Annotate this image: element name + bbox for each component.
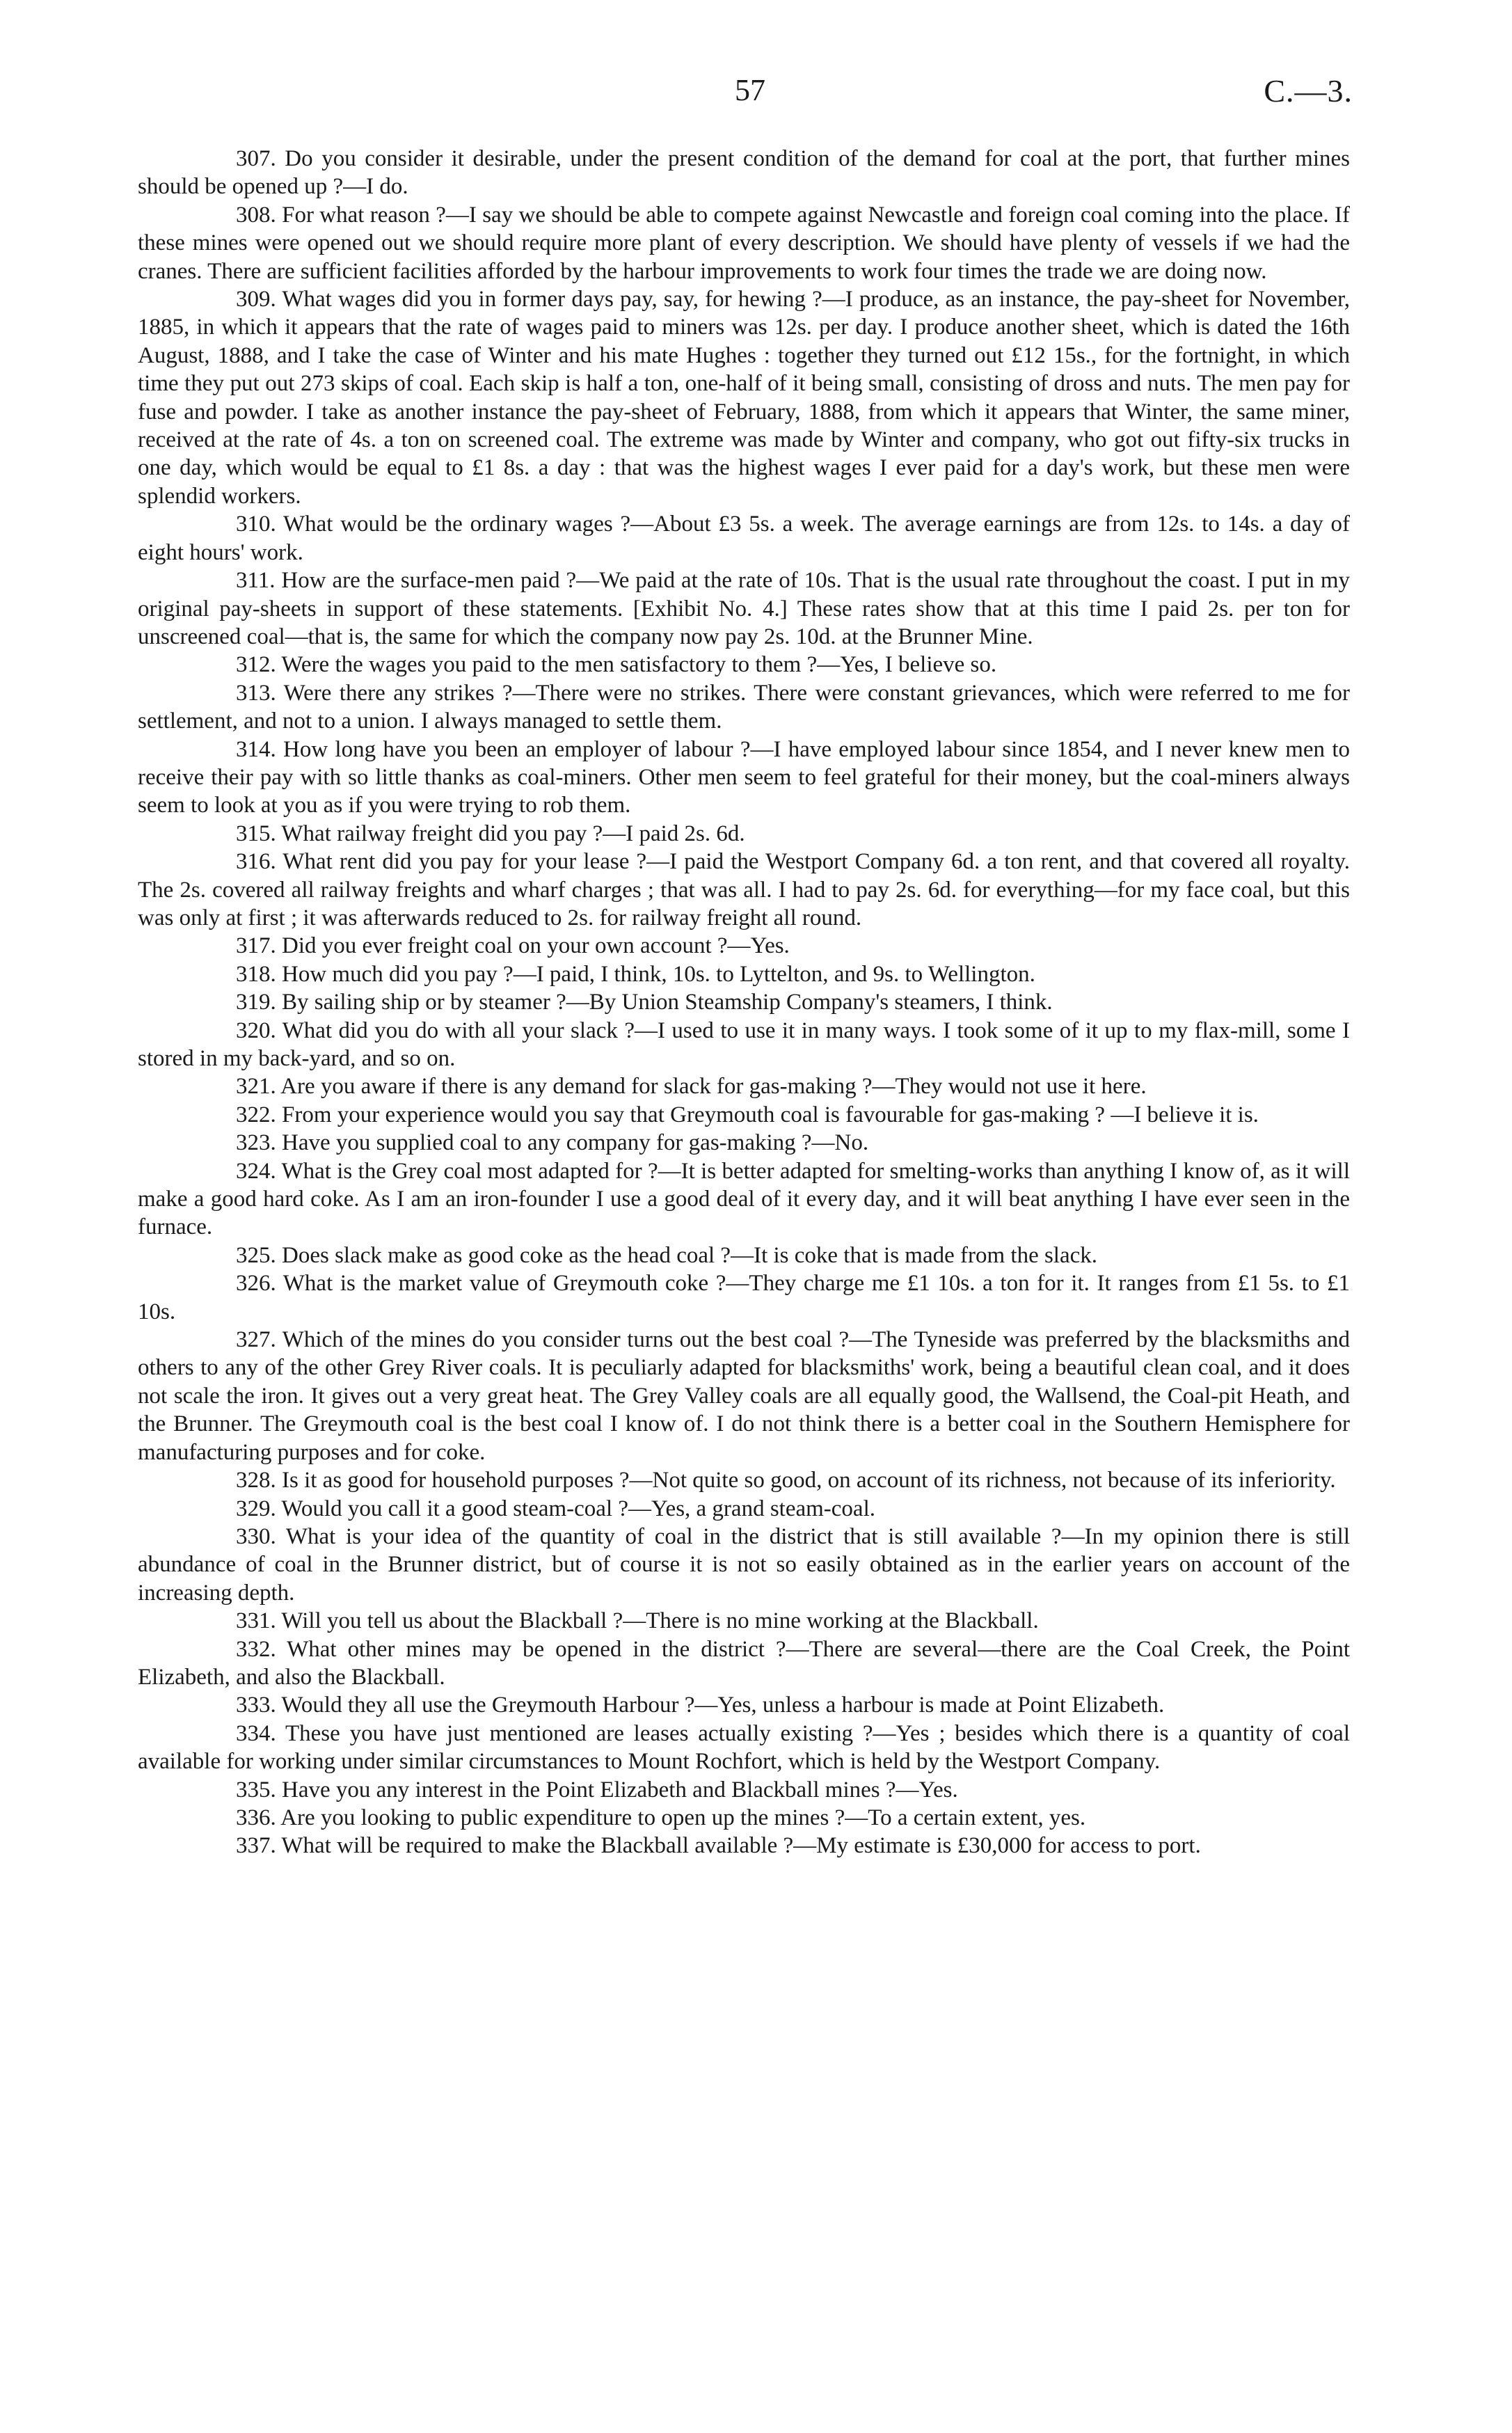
question-337: 337. What will be required to make the Blackball available ?—My estimate is £30,000 for access to port. (236, 1833, 1201, 1859)
question-308: 308. For what reason ?—I say we should be able to compete against Newcastle and foreign coal coming into the place. If these mines were opened out we should require more plant of every description. We should have plenty of vessels if we had the cranes. There are sufficient facilities afforded by the harbour improvements to work four times the trade we are doing now. (138, 202, 1350, 284)
question-310: 310. What would be the ordinary wages ?—About £3 5s. a week. The average earnings are from 12s. to 14s. a day of eight hours' work. (138, 512, 1350, 565)
evidence-body (138, 145, 1350, 1860)
question-313: 313. Were there any strikes ?—There were no strikes. There were constant grievances, which were referred to me for settlement, and not to a union. I always managed to settle them. (138, 680, 1350, 734)
question-309: 309. What wages did you in former days pay, say, for hewing ?—I produce, as an instance, the pay-sheet for November, 1885, in which it appears that the rate of wages paid to miners was 12s. per day. I produce another sheet, which is dated the 16th August, 1888, and I take the case of Winter and his mate Hughes : together they turned out £12 15s., for the fortnight, in which time they put out 273 skips of coal. Each skip is half a ton, one-half of it being small, consisting of dross and nuts. The men pay for fuse and powder. I take as another instance the pay-sheet of February, 1888, from which it appears that Winter, the same miner, received at the rate of 4s. a ton on screened coal. The extreme was made by Winter and company, who got out fifty-six trucks in one day, which would be equal to £1 8s. a day : that was the highest wages I ever paid for a day's work, but these men were splendid workers. (138, 287, 1350, 509)
question-307: 307. Do you consider it desirable, under the present condition of the demand for coal at the port, that further mines should be opened up ?—I do. (138, 146, 1350, 200)
question-316: 316. What rent did you pay for your lease ?—I paid the Westport Company 6d. a ton rent, and that covered all royalty. The 2s. covered all railway freights and wharf charges ; that was all. I had to pay 2s. 6d. for everything—for my face coal, but this was only at first ; it was afterwards reduced to 2s. for railway freight all round. (138, 849, 1350, 930)
question-312: 312. Were the wages you paid to the men satisfactory to them ?—Yes, I believe so. (236, 652, 997, 678)
question-322: 322. From your experience would you say that Greymouth coal is favourable for gas-making ? —I believe it is. (236, 1102, 1259, 1127)
question-332: 332. What other mines may be opened in the district ?—There are several—there are the Coal Creek, the Point Elizabeth, and also the Blackball. (138, 1636, 1350, 1690)
question-333: 333. Would they all use the Greymouth Harbour ?—Yes, unless a harbour is made at Point Elizabeth. (236, 1693, 1165, 1718)
question-315: 315. What railway freight did you pay ?—I paid 2s. 6d. (236, 821, 745, 846)
question-326: 326. What is the market value of Greymouth coke ?—They charge me £1 10s. a ton for it. It ranges from £1 5s. to £1 10s. (138, 1271, 1350, 1324)
question-319: 319. By sailing ship or by steamer ?—By Union Steamship Company's steamers, I think. (236, 990, 1053, 1015)
question-325: 325. Does slack make as good coke as the head coal ?—It is coke that is made from the slack. (236, 1242, 1098, 1268)
question-336: 336. Are you looking to public expenditure to open up the mines ?—To a certain extent, yes. (236, 1805, 1086, 1830)
question-328: 328. Is it as good for household purposes ?—Not quite so good, on account of its richness, not because of its inferiority. (236, 1468, 1336, 1493)
question-311: 311. How are the surface-men paid ?—We paid at the rate of 10s. That is the usual rate throughout the coast. I put in my original pay-sheets in support of these statements. [Exhibit No. 4.] These rates show that at this time I paid 2s. per ton for unscreened coal—that is, the same for which the company now pay 2s. 10d. at the Brunner Mine. (138, 568, 1350, 649)
question-314: 314. How long have you been an employer of labour ?—I have employed labour since 1854, and I never knew men to receive their pay with so little thanks as coal-miners. Other men seem to feel grateful for their money, but the coal-miners always seem to look at you as if you were trying to rob them. (138, 736, 1350, 818)
question-330: 330. What is your idea of the quantity of coal in the district that is still available ?—In my opinion there is still abundance of coal in the Brunner district, but of course it is not so easily obtained as in the earlier years on account of the increasing depth. (138, 1523, 1350, 1606)
page-number: 57 (735, 73, 765, 107)
question-317: 317. Did you ever freight coal on your own account ?—Yes. (236, 933, 790, 959)
question-323: 323. Have you supplied coal to any company for gas-making ?—No. (236, 1130, 869, 1156)
question-324: 324. What is the Grey coal most adapted for ?—It is better adapted for smelting-works than anything I know of, as it will make a good hard coke. As I am an iron-founder I use a good deal of it every day, and it will beat anything I have ever seen in the furnace. (138, 1158, 1350, 1240)
question-329: 329. Would you call it a good steam-coal ?—Yes, a grand steam-coal. (236, 1496, 875, 1521)
question-321: 321. Are you aware if there is any demand for slack for gas-making ?—They would not use it here. (236, 1074, 1147, 1100)
question-327: 327. Which of the mines do you consider turns out the best coal ?—The Tyneside was preferred by the blacksmiths and others to any of the other Grey River coals. It is peculiarly adapted for blacksmiths' work, being a beautiful clean coal, and it does not scale the iron. It gives out a very great heat. The Grey Valley coals are all equally good, the Wallsend, the Coal-pit Heath, and the Brunner. The Greymouth coal is the best coal I know of. I do not think there is a better coal in the Southern Hemisphere for manufacturing purposes and for coke. (138, 1327, 1350, 1465)
question-320: 320. What did you do with all your slack ?—I used to use it in many ways. I took some of it up to my flax-mill, some I stored in my back-yard, and so on. (138, 1017, 1350, 1071)
document-reference: C.—3. (1264, 73, 1353, 109)
question-318: 318. How much did you pay ?—I paid, I think, 10s. to Lyttelton, and 9s. to Wellington. (236, 961, 1035, 987)
question-331: 331. Will you tell us about the Blackball ?—There is no mine working at the Blackball. (236, 1608, 1039, 1634)
question-335: 335. Have you any interest in the Point Elizabeth and Blackball mines ?—Yes. (236, 1777, 958, 1802)
question-334: 334. These you have just mentioned are leases actually existing ?—Yes ; besides which there is a quantity of coal available for working under similar circumstances to Mount Rochfort, which is held by the Westport Company. (138, 1720, 1350, 1775)
